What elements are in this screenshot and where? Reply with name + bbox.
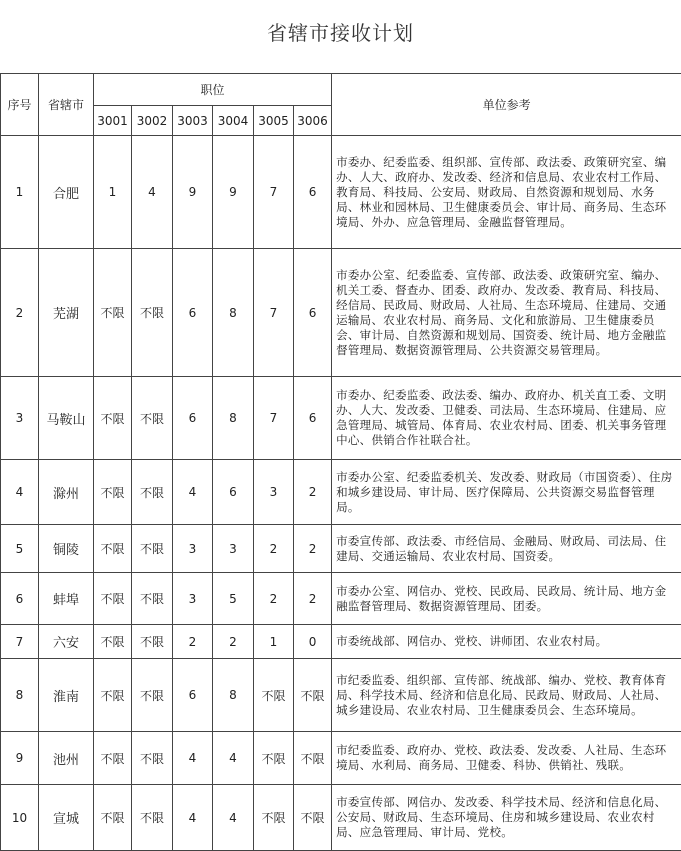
row-count-3002: 不限 — [132, 377, 173, 460]
row-count-3004: 6 — [213, 460, 254, 525]
row-units: 市委办公室、纪委监委、宣传部、政法委、政策研究室、编办、机关工委、督查办、团委、政府办、发改委、教育局、科技局、经信局、民政局、财政局、人社局、生态环境局、住建局、交通运输局、农业农村局、商务局、文化和旅游局、卫生健康委员会、审计局、自然资源和规划局、国资委、统计局、地方金融监督管理局、数据资源管理局、公共资源交易管理局。 — [332, 249, 681, 377]
row-count-3006: 不限 — [294, 659, 332, 732]
row-count-3002: 不限 — [132, 573, 173, 625]
row-seq: 8 — [1, 659, 39, 732]
row-count-3004: 4 — [213, 732, 254, 785]
row-count-3006: 6 — [294, 249, 332, 377]
header-units: 单位参考 — [332, 74, 681, 136]
table-body — [1, 136, 681, 851]
header-positions: 职位 — [94, 74, 332, 106]
row-count-3002: 不限 — [132, 460, 173, 525]
row-count-3006: 不限 — [294, 732, 332, 785]
row-count-3003: 6 — [173, 249, 213, 377]
row-count-3003: 2 — [173, 625, 213, 659]
row-count-3004: 4 — [213, 785, 254, 851]
row-city: 合肥 — [39, 136, 94, 249]
row-city: 马鞍山 — [39, 377, 94, 460]
header-code-3003: 3003 — [173, 106, 213, 136]
table-row — [1, 732, 681, 785]
header-seq: 序号 — [1, 74, 39, 136]
row-count-3004: 3 — [213, 525, 254, 573]
row-units: 市委宣传部、政法委、市经信局、金融局、财政局、司法局、住建局、交通运输局、农业农村局、国资委。 — [332, 525, 681, 573]
row-count-3003: 3 — [173, 525, 213, 573]
row-units: 市委宣传部、网信办、发改委、科学技术局、经济和信息化局、公安局、财政局、生态环境局、住房和城乡建设局、农业农村局、应急管理局、审计局、党校。 — [332, 785, 681, 851]
row-count-3006: 0 — [294, 625, 332, 659]
row-units: 市委办、纪委监委、政法委、编办、政府办、机关直工委、文明办、人大、发改委、卫健委、司法局、生态环境局、住建局、应急管理局、城管局、体育局、农业农村局、团委、机关事务管理中心、供销合作社联合社。 — [332, 377, 681, 460]
row-count-3003: 3 — [173, 573, 213, 625]
row-count-3005: 不限 — [254, 785, 294, 851]
row-seq: 9 — [1, 732, 39, 785]
row-count-3006: 2 — [294, 525, 332, 573]
table-row — [1, 785, 681, 851]
row-count-3003: 9 — [173, 136, 213, 249]
row-count-3002: 不限 — [132, 525, 173, 573]
row-count-3004: 8 — [213, 377, 254, 460]
table-row — [1, 659, 681, 732]
row-city: 芜湖 — [39, 249, 94, 377]
row-count-3003: 4 — [173, 460, 213, 525]
row-count-3005: 3 — [254, 460, 294, 525]
row-count-3003: 4 — [173, 785, 213, 851]
table-row — [1, 136, 681, 249]
row-count-3002: 不限 — [132, 732, 173, 785]
row-count-3005: 不限 — [254, 659, 294, 732]
table-row — [1, 249, 681, 377]
row-count-3001: 不限 — [94, 377, 132, 460]
row-count-3001: 不限 — [94, 460, 132, 525]
row-count-3002: 不限 — [132, 785, 173, 851]
row-seq: 1 — [1, 136, 39, 249]
row-count-3006: 2 — [294, 573, 332, 625]
row-count-3004: 5 — [213, 573, 254, 625]
header-code-3005: 3005 — [254, 106, 294, 136]
row-count-3001: 不限 — [94, 525, 132, 573]
row-count-3002: 4 — [132, 136, 173, 249]
row-count-3005: 7 — [254, 249, 294, 377]
row-count-3001: 1 — [94, 136, 132, 249]
row-count-3001: 不限 — [94, 659, 132, 732]
row-count-3005: 7 — [254, 136, 294, 249]
header-code-3002: 3002 — [132, 106, 173, 136]
row-count-3006: 6 — [294, 136, 332, 249]
header-code-3004: 3004 — [213, 106, 254, 136]
row-count-3005: 不限 — [254, 732, 294, 785]
row-count-3003: 6 — [173, 377, 213, 460]
row-units: 市纪委监委、政府办、党校、政法委、发改委、人社局、生态环境局、水利局、商务局、卫健委、科协、供销社、残联。 — [332, 732, 681, 785]
row-units: 市纪委监委、组织部、宣传部、统战部、编办、党校、教育体育局、科学技术局、经济和信息化局、民政局、财政局、人社局、城乡建设局、农业农村局、卫生健康委员会、生态环境局。 — [332, 659, 681, 732]
row-count-3002: 不限 — [132, 249, 173, 377]
header-code-3006: 3006 — [294, 106, 332, 136]
row-count-3006: 不限 — [294, 785, 332, 851]
row-seq: 6 — [1, 573, 39, 625]
row-seq: 7 — [1, 625, 39, 659]
table-row — [1, 377, 681, 460]
row-units: 市委办公室、纪委监委机关、发改委、财政局（市国资委）、住房和城乡建设局、审计局、医疗保障局、公共资源交易监督管理局。 — [332, 460, 681, 525]
header-code-3001: 3001 — [94, 106, 132, 136]
row-count-3004: 9 — [213, 136, 254, 249]
table-row — [1, 625, 681, 659]
plan-table — [0, 73, 681, 851]
row-seq: 3 — [1, 377, 39, 460]
table-row — [1, 525, 681, 573]
header-city: 省辖市 — [39, 74, 94, 136]
row-count-3004: 8 — [213, 249, 254, 377]
row-count-3004: 2 — [213, 625, 254, 659]
row-count-3005: 1 — [254, 625, 294, 659]
row-count-3006: 2 — [294, 460, 332, 525]
row-count-3003: 6 — [173, 659, 213, 732]
table-row — [1, 573, 681, 625]
row-count-3004: 8 — [213, 659, 254, 732]
row-count-3001: 不限 — [94, 732, 132, 785]
row-count-3005: 7 — [254, 377, 294, 460]
row-city: 铜陵 — [39, 525, 94, 573]
row-city: 蚌埠 — [39, 573, 94, 625]
row-count-3001: 不限 — [94, 625, 132, 659]
row-seq: 4 — [1, 460, 39, 525]
row-city: 淮南 — [39, 659, 94, 732]
row-units: 市委统战部、网信办、党校、讲师团、农业农村局。 — [332, 625, 681, 659]
row-count-3002: 不限 — [132, 659, 173, 732]
row-seq: 5 — [1, 525, 39, 573]
row-units: 市委办、纪委监委、组织部、宣传部、政法委、政策研究室、编办、人大、政府办、发改委、经济和信息局、农业农村工作局、教育局、科技局、公安局、财政局、自然资源和规划局、水务局、林业和园林局、卫生健康委员会、审计局、商务局、生态环境局、外办、应急管理局、金融监督管理局。 — [332, 136, 681, 249]
row-units: 市委办公室、网信办、党校、民政局、民政局、统计局、地方金融监督管理局、数据资源管理局、团委。 — [332, 573, 681, 625]
page-title: 省辖市接收计划 — [0, 0, 681, 62]
row-count-3001: 不限 — [94, 785, 132, 851]
row-city: 六安 — [39, 625, 94, 659]
row-seq: 2 — [1, 249, 39, 377]
row-count-3005: 2 — [254, 573, 294, 625]
row-city: 滁州 — [39, 460, 94, 525]
row-count-3001: 不限 — [94, 573, 132, 625]
table-row — [1, 460, 681, 525]
row-city: 宣城 — [39, 785, 94, 851]
row-count-3003: 4 — [173, 732, 213, 785]
row-seq: 10 — [1, 785, 39, 851]
row-count-3002: 不限 — [132, 625, 173, 659]
row-count-3001: 不限 — [94, 249, 132, 377]
row-city: 池州 — [39, 732, 94, 785]
row-count-3005: 2 — [254, 525, 294, 573]
row-count-3006: 6 — [294, 377, 332, 460]
